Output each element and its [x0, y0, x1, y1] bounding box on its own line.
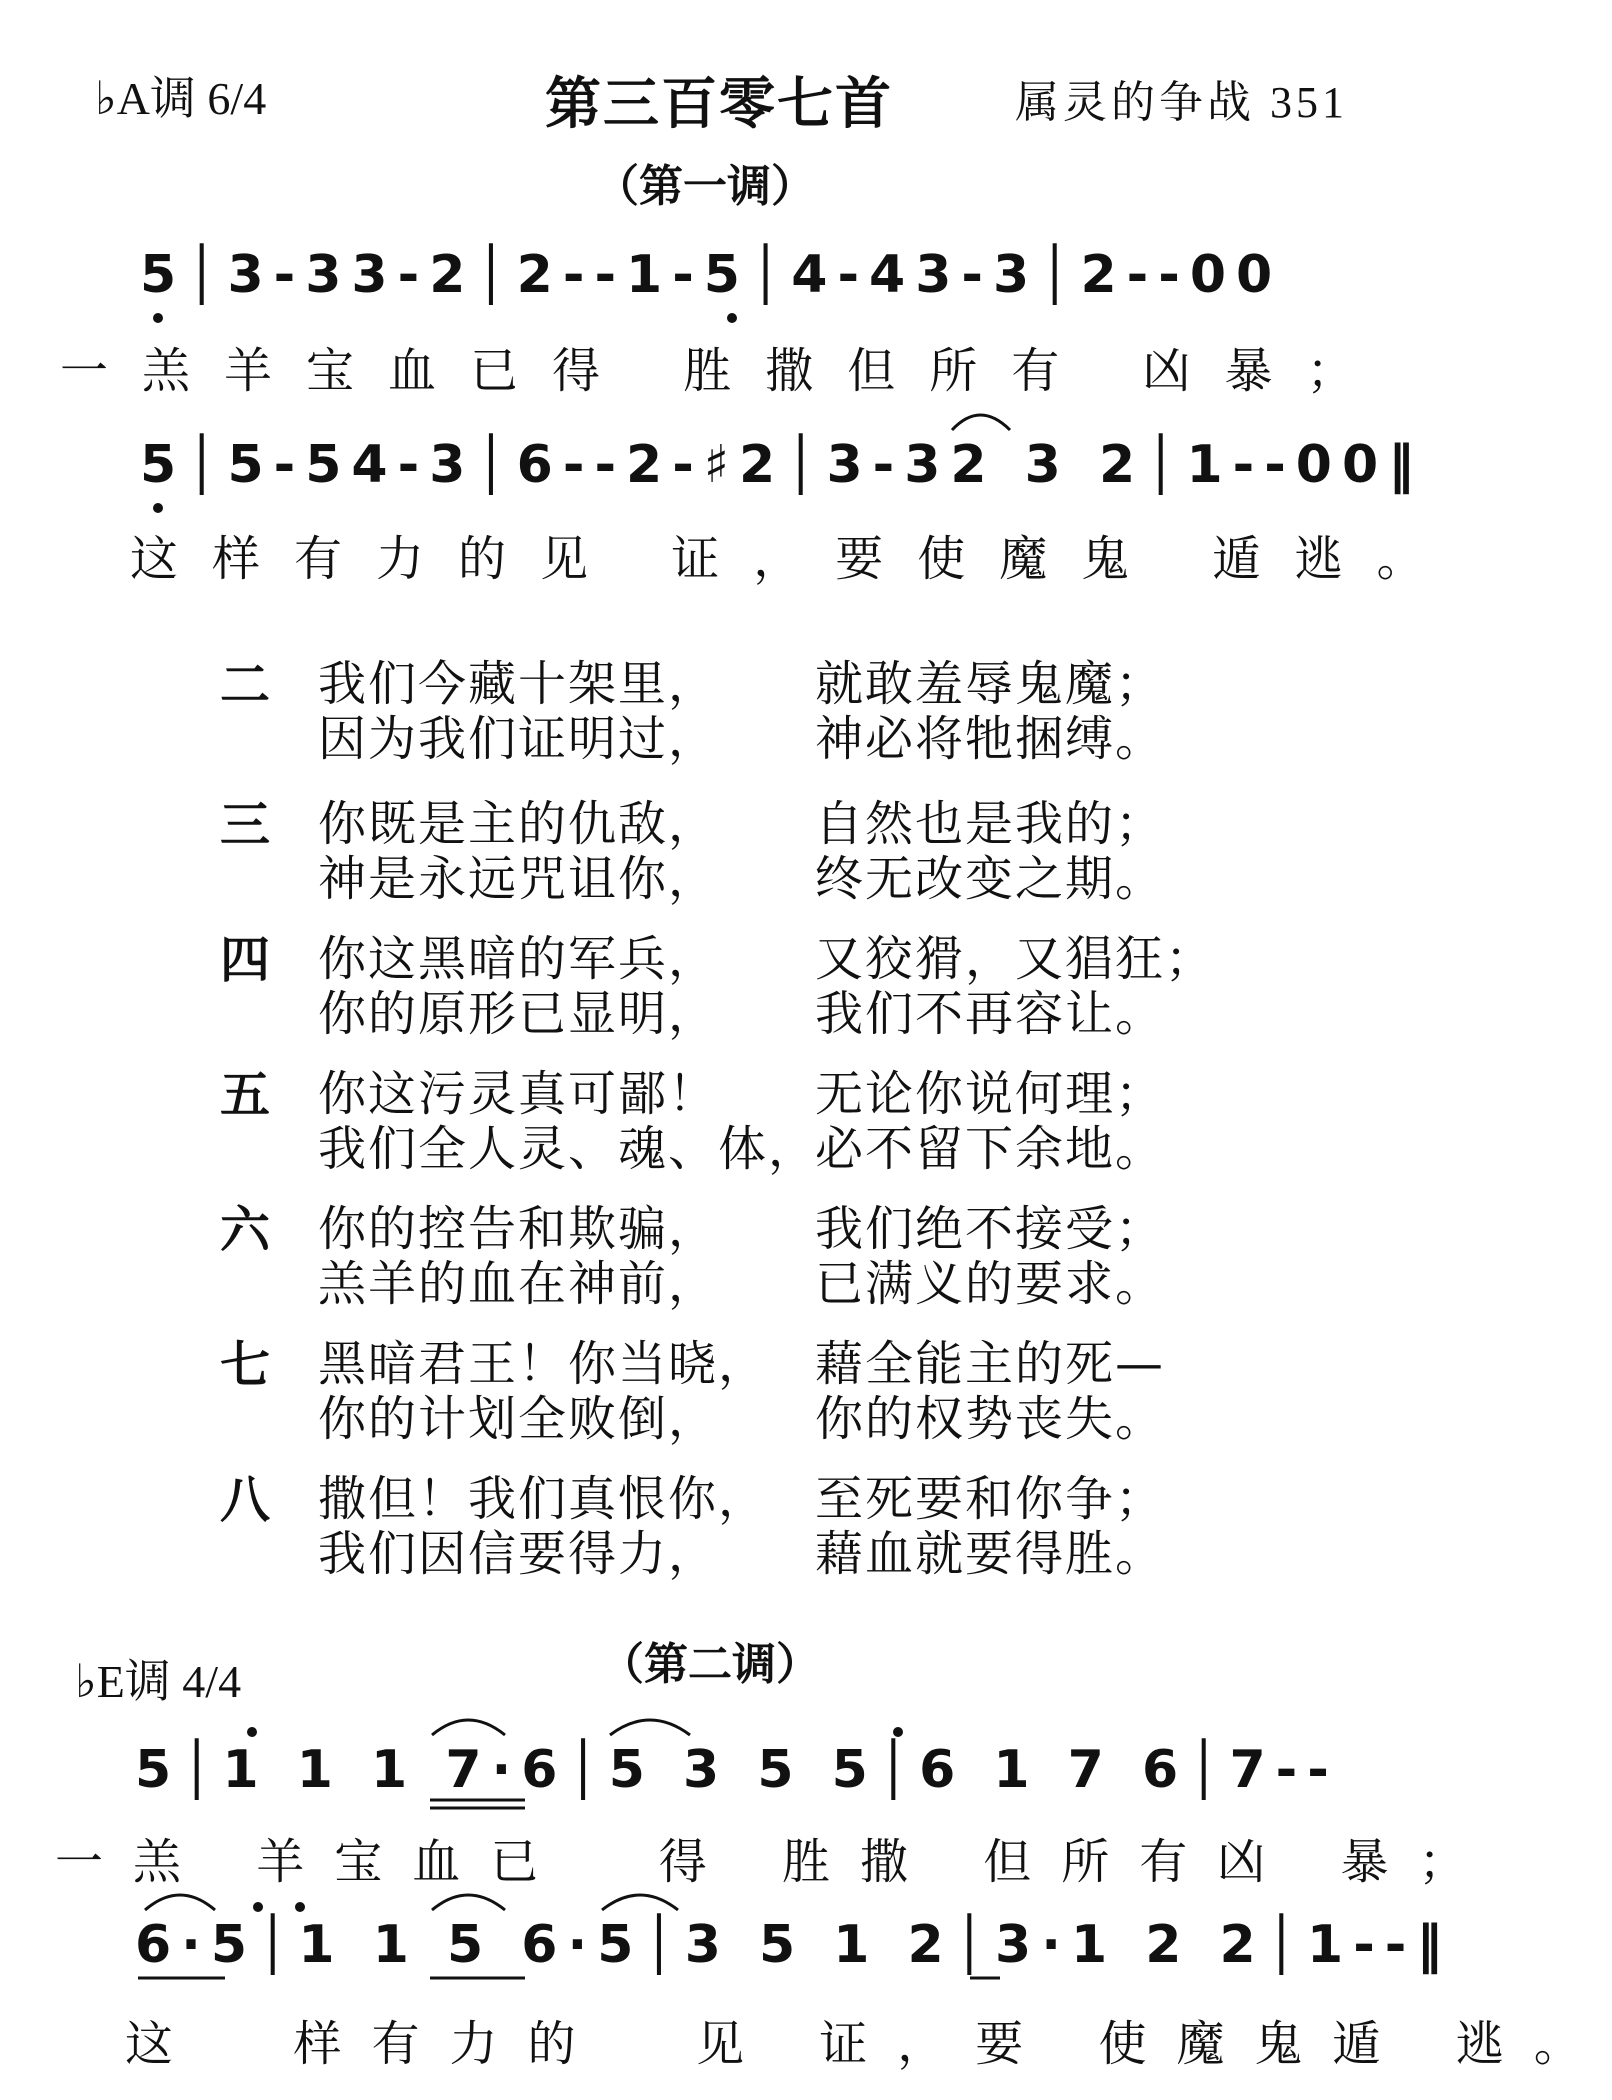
verse-line: 羔羊的血在神前， [318, 1256, 719, 1312]
verse-number: 三 [220, 796, 270, 854]
tune2-notes-line2: 6·5│1 1 5 6·5│3 5 1 2│3·1 2 2│1--‖ [135, 1915, 1453, 1975]
slur-mark [432, 1895, 505, 1910]
slur-mark [432, 1720, 505, 1735]
verse-line: 终无改变之期。 [815, 851, 1166, 907]
tune2-lyrics-line2: 这 样有力的 见 证，要 使魔鬼遁 逃。 [125, 2016, 1612, 2072]
verse-number: 四 [220, 931, 270, 989]
verse-line: 藉血就要得胜。 [815, 1526, 1166, 1582]
verse-number: 五 [220, 1066, 270, 1124]
verse-line: 你的计划全败倒， [318, 1391, 719, 1447]
octave-dot [153, 503, 163, 513]
tune2-lyrics-line1: 一羔 羊宝血已 得 胜撒 但所有凶 暴； [55, 1834, 1497, 1890]
slur-mark [610, 1720, 690, 1735]
verse-line: 至死要和你争； [815, 1471, 1166, 1527]
slur-mark [145, 1895, 215, 1910]
verse-line: 你既是主的仇敌， [318, 796, 719, 852]
tune2-label: （第二调） [600, 1639, 820, 1690]
tune1-notes-line2: 5│5-54-3│6--2-♯2│3-32 3 2│1--00‖ [140, 435, 1425, 495]
verse-line: 神必将牠捆缚。 [815, 711, 1166, 767]
octave-dot [893, 1727, 903, 1737]
verse-line: 藉全能主的死— [815, 1336, 1166, 1392]
verse-number: 二 [220, 656, 270, 714]
verse-line: 你这污灵真可鄙！ [318, 1066, 719, 1122]
category-page-number: 属灵的争战 351 [1015, 78, 1348, 127]
octave-dot [295, 1902, 305, 1912]
tune1-lyrics-line1: 一羔羊宝血已得 胜撒但所有 凶暴； [60, 343, 1389, 399]
verse-line: 自然也是我的； [815, 796, 1166, 852]
verse-number: 六 [220, 1201, 270, 1259]
verse-line: 又狡猾，又猖狂； [815, 931, 1216, 987]
octave-dot [727, 313, 737, 323]
verse-line: 你的权势丧失。 [815, 1391, 1166, 1447]
hymn-title: 第三百零七首 [545, 72, 893, 137]
verse-line: 我们不再容让。 [815, 986, 1166, 1042]
verse-line: 已满义的要求。 [815, 1256, 1166, 1312]
tune1-label: （第一调） [595, 161, 815, 212]
verse-line: 必不留下余地。 [815, 1121, 1166, 1177]
verse-line: 我们绝不接受； [815, 1201, 1166, 1257]
verse-line: 你这黑暗的军兵， [318, 931, 719, 987]
slur-mark [952, 415, 1010, 430]
slur-mark [602, 1895, 678, 1910]
verse-number: 七 [220, 1336, 270, 1394]
octave-dot [247, 1727, 257, 1737]
verse-line: 你的控告和欺骗， [318, 1201, 719, 1257]
verse-line: 你的原形已显明， [318, 986, 719, 1042]
octave-dot [253, 1902, 263, 1912]
verse-line: 我们今藏十架里， [318, 656, 719, 712]
verse-number: 八 [220, 1471, 270, 1529]
tune2-notes-line1: 5│1 1 1 7·6│5 3 5 5│6 1 7 6│7-- [135, 1740, 1339, 1800]
verse-line: 我们全人灵、魂、体， [318, 1121, 819, 1177]
verse-line: 撒但！我们真恨你， [318, 1471, 769, 1527]
key-signature: ♭A调 6/4 [95, 73, 267, 124]
tune1-lyrics-line2: 这样有力的见 证，要使魔鬼 遁逃。 [130, 531, 1459, 587]
verse-line: 黑暗君王！你当晓， [318, 1336, 769, 1392]
octave-dot [153, 313, 163, 323]
verse-line: 就敢羞辱鬼魔； [815, 656, 1166, 712]
verse-line: 神是永远咒诅你， [318, 851, 719, 907]
tune2-key-signature: ♭E调 4/4 [75, 1656, 242, 1707]
tune1-notes-line1: 5│3-33-2│2--1-5│4-43-3│2--00 [140, 245, 1283, 305]
verse-line: 我们因信要得力， [318, 1526, 719, 1582]
verse-line: 因为我们证明过， [318, 711, 719, 767]
verse-line: 无论你说何理； [815, 1066, 1166, 1122]
